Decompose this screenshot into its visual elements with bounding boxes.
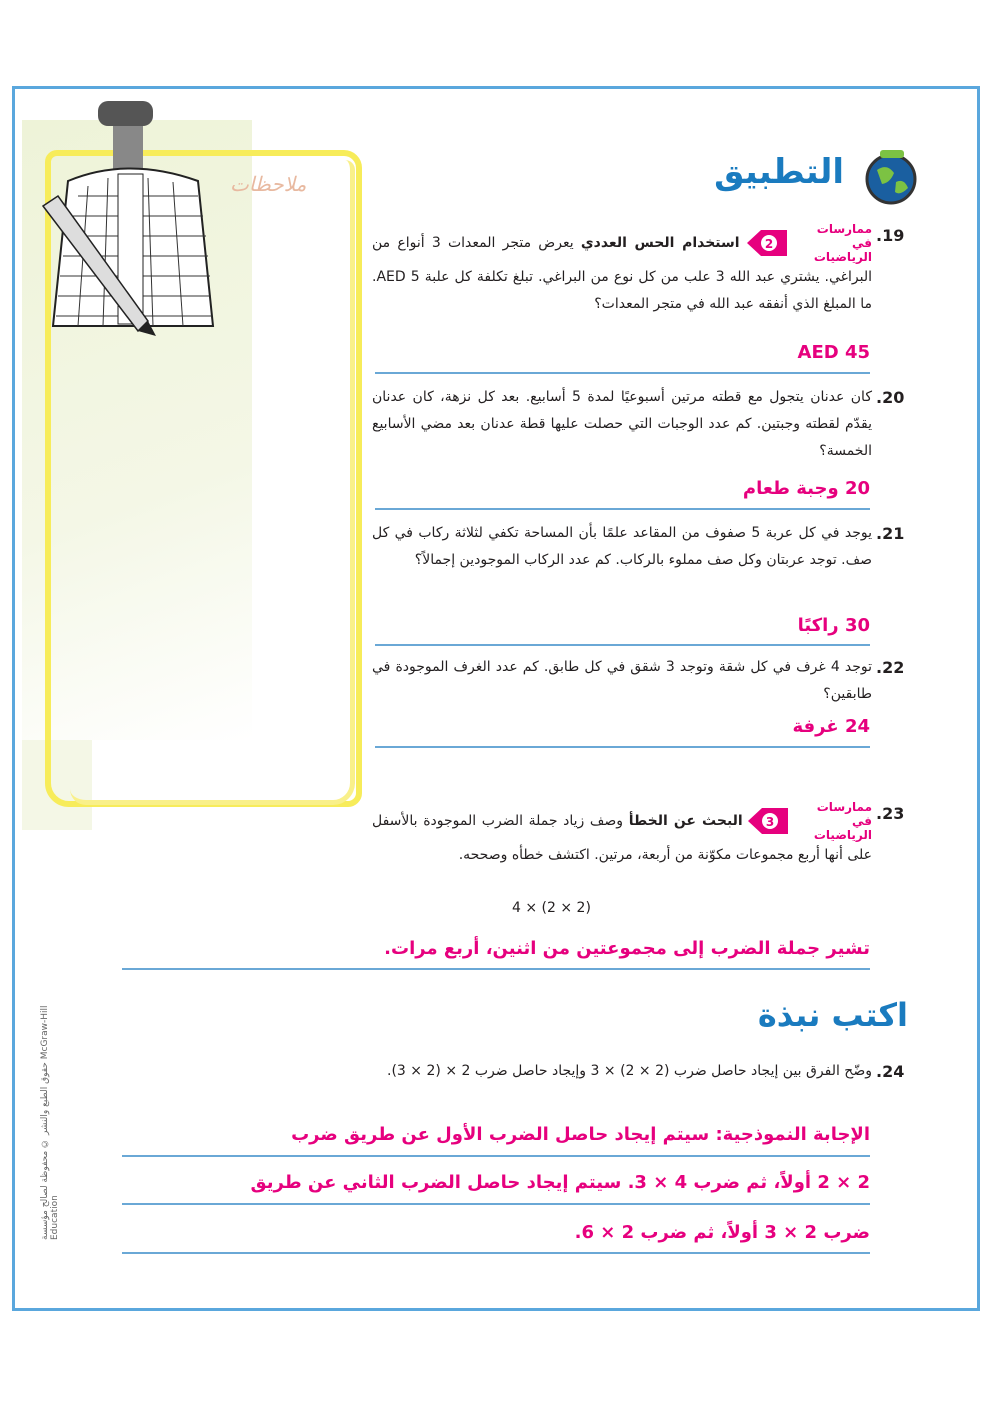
divider — [122, 968, 870, 970]
problem-23 — [372, 800, 905, 869]
problem-number: 19. — [876, 226, 905, 245]
answer-19: AED 45 — [797, 342, 870, 363]
answer-22: 24 غرفة — [792, 716, 870, 737]
divider — [375, 372, 870, 374]
problem-text: وضّح الفرق بين إيجاد حاصل ضرب (2 × 2) × 3 وإيجاد حاصل ضرب 2 × (2 × 3). — [387, 1063, 872, 1079]
answer-24-line-1: الإجابة النموذجية: سيتم إيجاد حاصل الضرب الأول عن طريق ضرب — [291, 1124, 870, 1145]
copyright-note: حقوق الطبع والنشر © محفوظة لصالح مؤسسة McGraw-Hill Education — [40, 1005, 60, 1240]
answer-23: تشير جملة الضرب إلى مجموعتين من اثنين، أربع مرات. — [384, 938, 870, 959]
problem-number: 20. — [876, 388, 905, 407]
write-section-title: اكتب نبذة — [757, 996, 908, 1034]
arrow-badge-icon — [747, 230, 787, 256]
problem-number: 22. — [876, 658, 905, 677]
problem-21 — [372, 520, 905, 574]
practice-label: ممارسات في الرياضيات — [813, 800, 873, 842]
problem-text: توجد 4 غرف في كل شقة وتوجد 3 شقق في كل طابق. كم عدد الغرف الموجودة في طابقين؟ — [372, 659, 872, 702]
problem-20 — [372, 384, 905, 465]
problem-text: وصف زياد جملة الضرب الموجودة بالأسفل على أنها أربع مجموعات مكوّنة من أربعة، مرتين. اكتشف خطأه وصححه. — [372, 813, 872, 863]
problem-text: يوجد في كل عربة 5 صفوف من المقاعد علمًا بأن المساحة تكفي لثلاثة ركاب في كل صف. توجد عربتان وكل صف مملوء بالركاب. كم عدد الركاب الموجودين إجمالاً؟ — [372, 525, 872, 568]
answer-21: 30 راكبًا — [797, 615, 870, 636]
divider — [375, 746, 870, 748]
svg-text:2: 2 — [764, 237, 773, 251]
answer-line — [122, 1203, 870, 1205]
answer-line — [122, 1155, 870, 1157]
globe-icon — [862, 148, 920, 206]
problem-number: 24. — [876, 1062, 905, 1081]
problem-heading: البحث عن الخطأ — [628, 813, 743, 829]
problem-heading: استخدام الحس العددي — [580, 235, 740, 251]
problem-19 — [372, 222, 905, 318]
answer-24-line-3: ضرب 2 × 3 أولاً، ثم ضرب 2 × 6. — [574, 1222, 870, 1243]
divider — [375, 508, 870, 510]
math-expression: 4 × (2 × 2) — [512, 900, 591, 916]
answer-20: 20 وجبة طعام — [742, 478, 870, 499]
problem-number: 23. — [876, 804, 905, 823]
problem-24 — [352, 1058, 905, 1085]
problem-number: 21. — [876, 524, 905, 543]
svg-text:3: 3 — [766, 815, 775, 829]
answer-line — [122, 1252, 870, 1254]
problem-text: يعرض متجر المعدات 3 أنواع من البراغي. يشتري عبد الله 3 علب من كل نوع من البراغي. تبلغ تكلفة كل علبة 5 AED. ما المبلغ الذي أنفقه عبد الله في متجر المعدات؟ — [372, 235, 872, 312]
section-title: التطبيق — [714, 152, 844, 192]
student-figure-illustration — [38, 96, 218, 336]
divider — [375, 644, 870, 646]
problem-22 — [372, 654, 905, 708]
practice-label: ممارسات في الرياضيات — [813, 222, 873, 264]
problem-text: كان عدنان يتجول مع قطته مرتين أسبوعيًا لمدة 5 أسابيع. بعد كل نزهة، كان عدنان يقدّم لقطته وجبتين. كم عدد الوجبات التي حصلت عليها قطة عدنان بعد مضي الأسابيع الخمسة؟ — [372, 389, 872, 459]
answer-24-line-2: 2 × 2 أولاً، ثم ضرب 4 × 3. سيتم إيجاد حاصل الضرب الثاني عن طريق — [250, 1172, 870, 1193]
notes-label: ملاحظات — [230, 172, 307, 196]
arrow-badge-icon — [748, 808, 788, 834]
